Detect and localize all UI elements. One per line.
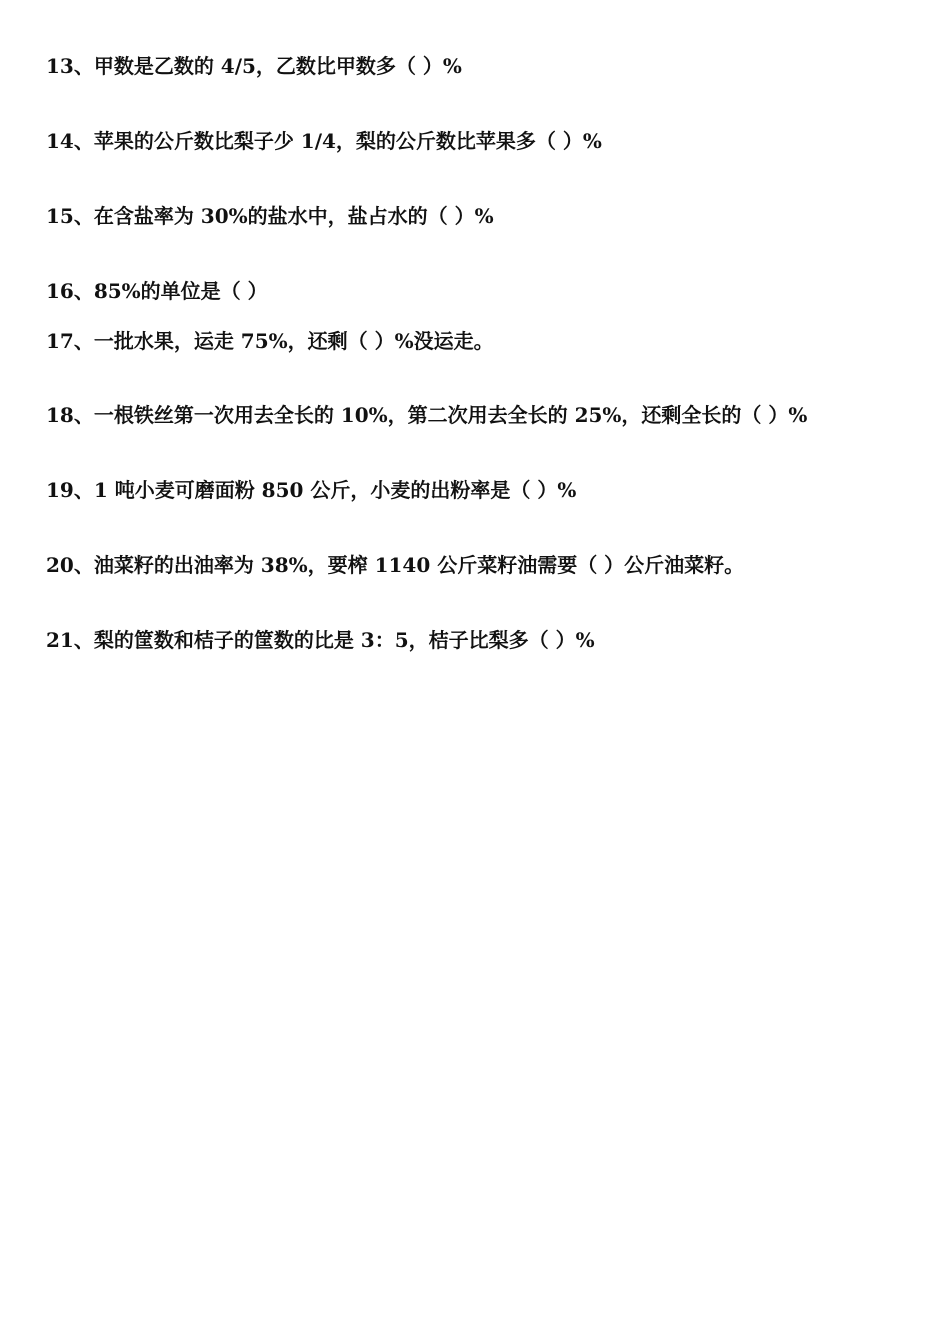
question-17: 17、一批水果，运走 75%，还剩（ ）%没运走。 — [46, 329, 494, 353]
question-21: 21、梨的筐数和桔子的筐数的比是 3：5，桔子比梨多（ ）% — [46, 628, 595, 652]
question-18: 18、一根铁丝第一次用去全长的 10%，第二次用去全长的 25%，还剩全长的（ ）% — [46, 403, 808, 427]
question-16: 16、85%的单位是（ ） — [46, 279, 268, 303]
question-13: 13、甲数是乙数的 4/5，乙数比甲数多（ ）% — [46, 54, 462, 78]
question-19: 19、1 吨小麦可磨面粉 850 公斤，小麦的出粉率是（ ）% — [46, 478, 577, 502]
question-14: 14、苹果的公斤数比梨子少 1/4，梨的公斤数比苹果多（ ）% — [46, 129, 602, 153]
question-20: 20、油菜籽的出油率为 38%，要榨 1140 公斤菜籽油需要（ ）公斤油菜籽。 — [46, 553, 745, 577]
question-15: 15、在含盐率为 30%的盐水中，盐占水的（ ）% — [46, 204, 494, 228]
